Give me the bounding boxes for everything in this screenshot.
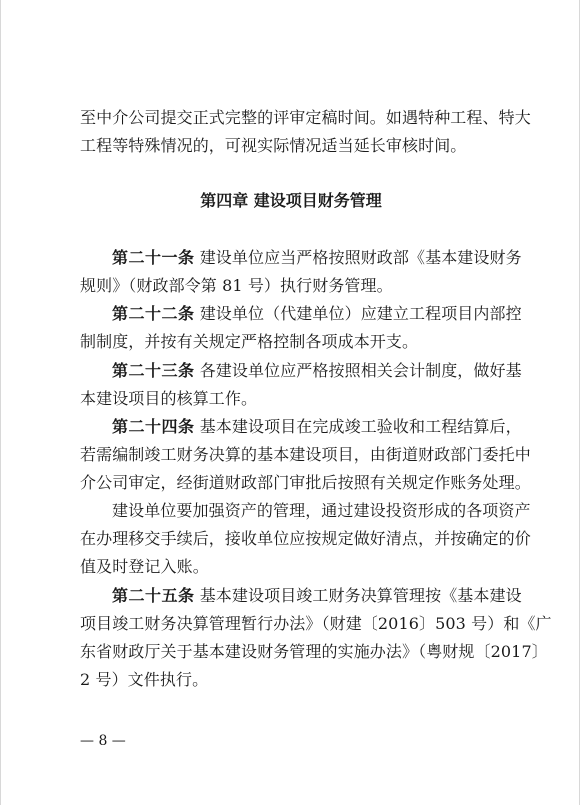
article-label: 第二十二条 xyxy=(112,304,195,323)
article-text: 基本建设项目竣工财务决算管理按《基本建设 xyxy=(199,586,522,605)
text-line xyxy=(80,300,522,328)
text-line: 值及时登记入账。 xyxy=(80,557,209,576)
asset-management-paragraph xyxy=(80,497,531,581)
text-line: 工程等特殊情况的，可视实际情况适当延长审核时间。 xyxy=(80,136,467,155)
text-line xyxy=(80,413,522,441)
text-line: 项目竣工财务决算管理暂行办法》（财建〔2016〕503 号）和《广 xyxy=(80,614,552,633)
article-label: 第二十四条 xyxy=(112,417,195,436)
text-line xyxy=(80,357,522,385)
text-line xyxy=(80,582,522,610)
article-23 xyxy=(80,357,522,413)
text-line xyxy=(80,244,522,272)
text-line: 制制度，并按有关规定严格控制各项成本开支。 xyxy=(80,332,419,351)
text-line: 东省财政厅关于基本建设财务管理的实施办法》（粤财规〔2017〕 xyxy=(80,642,548,661)
article-text: 各建设单位应严格按照相关会计制度，做好基 xyxy=(199,361,522,380)
text-line: 建设单位要加强资产的管理，通过建设投资形成的各项资产 xyxy=(112,501,531,520)
intro-paragraph xyxy=(80,104,531,160)
page-number: — 8 — xyxy=(80,733,126,749)
text-line: 介公司审定，经街道财政部门审批后按照有关规定作账务处理。 xyxy=(80,473,531,492)
article-label: 第二十五条 xyxy=(112,586,195,605)
article-text: 建设单位应当严格按照财政部《基本建设财务 xyxy=(199,248,522,267)
article-text: 建设单位（代建单位）应建立工程项目内部控 xyxy=(199,304,522,323)
article-25 xyxy=(80,582,552,694)
article-24 xyxy=(80,413,531,497)
text-line: 若需编制竣工财务决算的基本建设项目，由街道财政部门委托中 xyxy=(80,445,531,464)
article-label: 第二十三条 xyxy=(112,361,195,380)
text-line: 至中介公司提交正式完整的评审定稿时间。如遇特种工程、特大 xyxy=(80,108,531,127)
article-21 xyxy=(80,244,522,300)
text-line: 规则》（财政部令第 81 号）执行财务管理。 xyxy=(80,276,393,295)
article-text: 基本建设项目在完成竣工验收和工程结算后， xyxy=(199,417,522,436)
chapter-title: 第四章 建设项目财务管理 xyxy=(200,191,382,210)
text-line: 2 号）文件执行。 xyxy=(80,670,209,689)
article-22 xyxy=(80,300,522,356)
text-line: 本建设项目的核算工作。 xyxy=(80,389,258,408)
text-line: 在办理移交手续后，接收单位应按规定做好清点，并按确定的价 xyxy=(80,529,531,548)
article-label: 第二十一条 xyxy=(112,248,195,267)
